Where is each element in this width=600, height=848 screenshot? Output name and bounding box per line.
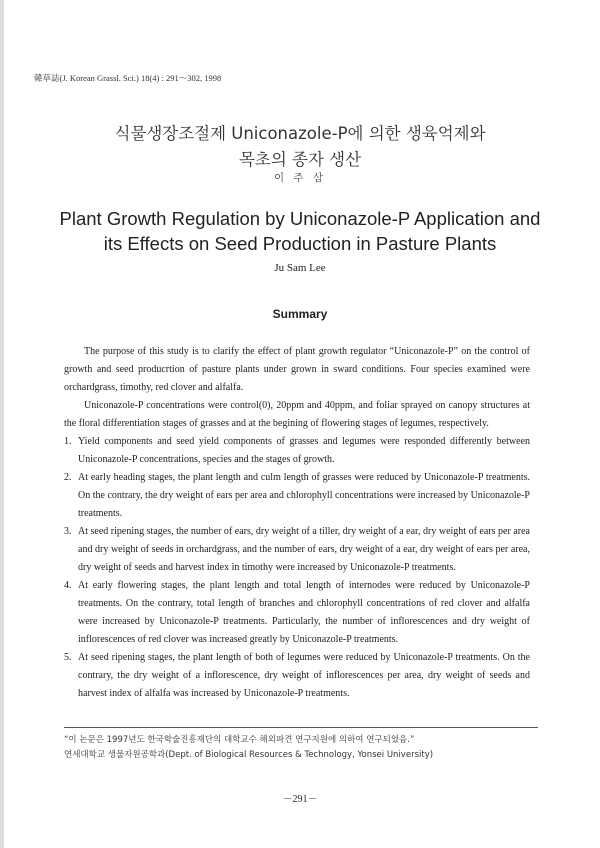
finding-text: At seed ripening stages, the number of ears, dry weight of a tiller, dry weight of a ear, dry weight of ears per area and dry weight of seeds in orchardgrass, and the number of ears, dry weight of a ear, dry weight of ears per area, dry weight of seeds and harvest index in timothy were increased by Uniconazole-P treatments.	[78, 526, 530, 573]
paragraph-text: Uniconazole-P concentrations were control(0), 20ppm and 40ppm, and foliar sprayed on canopy structures at the floral differentiation stages of grasses and at the begining of flowering stages of legumes, respectively.	[64, 400, 530, 429]
affiliation-footnote: 연세대학교 생물자원공학과(Dept. of Biological Resources & Technology, Yonsei University)	[64, 750, 434, 760]
finding-number: 2.	[64, 472, 72, 483]
finding-text: Yield components and seed yield components of grasses and legumes were responded differently between Uniconazole-P concentrations, species and the stages of growth.	[78, 436, 530, 465]
finding-item	[64, 523, 530, 577]
finding-text: At early heading stages, the plant length and culm length of grasses were reduced by Uniconazole-P treatments. On the contrary, the dry weight of ears per area and chlorophyll concentrations were increased by Uniconazole-P treatments.	[78, 472, 530, 519]
finding-number: 1.	[64, 436, 72, 447]
summary-paragraph-2	[64, 397, 530, 433]
footnote-divider	[64, 727, 538, 728]
summary-paragraph-1	[64, 343, 530, 397]
finding-text: At early flowering stages, the plant length and total length of internodes were reduced by Uniconazole-P treatments. On the contrary, total length of branches and chlorophyll concentrations of red clover and alfalfa were increased by Uniconazole-P treatments. Particularly, the number of inflorescences and dry weight of inflorescences of red clover was increased greatly by Uniconazole-P treatments.	[78, 580, 530, 645]
summary-heading: Summary	[272, 307, 328, 321]
finding-number: 3.	[64, 526, 72, 537]
finding-item	[64, 649, 530, 703]
english-author: Ju Sam Lee	[274, 262, 326, 274]
finding-number: 4.	[64, 580, 72, 591]
korean-author: 이 주 삼	[273, 172, 327, 184]
finding-number: 5.	[64, 652, 72, 663]
paragraph-text: The purpose of this study is to clarify the effect of plant growth regulator “Uniconazole-P” on the control of growth and seed producrtion of pasture plants under grown in sward conditions. Four species examined were orchardgrass, timothy, red clover and alfalfa.	[64, 346, 530, 393]
korean-title-line-1: 식물생장조절제 Uniconazole-P에 의한 생육억제와	[114, 124, 486, 143]
korean-title-line-2: 목초의 종자 생산	[238, 150, 362, 169]
finding-item	[64, 469, 530, 523]
english-title-line-1: Plant Growth Regulation by Uniconazole-P Application and	[59, 208, 541, 229]
finding-item	[64, 433, 530, 469]
finding-item	[64, 577, 530, 649]
journal-reference: 韓草誌(J. Korean Grassl. Sci.) 18(4) : 291～302, 1998	[34, 73, 222, 83]
page-number: －291－	[282, 794, 318, 805]
funding-footnote: “이 논문은 1997년도 한국학술진흥재단의 대학교수 해외파견 연구지원에 의하여 연구되었음.”	[64, 735, 415, 745]
english-title-line-2: its Effects on Seed Production in Pasture Plants	[103, 233, 497, 254]
findings-list	[64, 433, 530, 703]
finding-text: At seed ripening stages, the plant length of both of legumes were reduced by Uniconazole-P treatments. On the contrary, the dry weight of a inflorescence, dry weight of inflorescences per area, dry weight of seeds and harvest index of alfalfa was increased by Uniconazole-P treatments.	[78, 652, 530, 699]
